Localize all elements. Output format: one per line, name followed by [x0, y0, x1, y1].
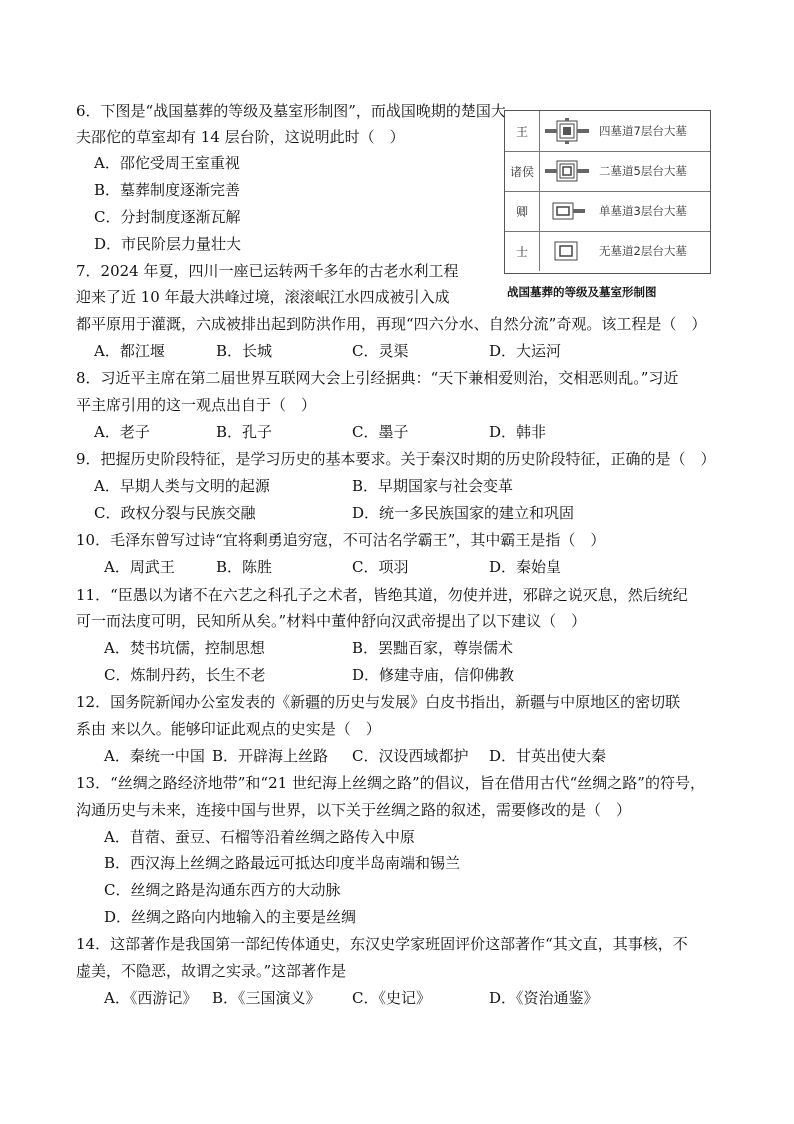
q8-stem-line1: 8．习近平主席在第二届世界互联网大会上引经据典：“天下兼相爱则治，交相恶则乱。”习近 [76, 369, 679, 387]
q11-option-b: B．罢黜百家，尊崇儒术 [352, 639, 514, 657]
q11-option-a: A．焚书坑儒，控制思想 [104, 639, 265, 657]
q10-option-a: A．周武王 [104, 558, 175, 576]
q7-stem-line3: 都平原用于灌溉，六成被排出起到防洪作用，再现“四六分水、自然分流”奇观。该工程是（ ） [76, 315, 707, 333]
q9-stem-line1: 9．把握历史阶段特征，是学习历史的基本要求。关于秦汉时期的历史阶段特征，正确的是（ ） [76, 450, 716, 468]
q8-option-b: B．孔子 [216, 423, 273, 441]
q11-option-c: C．炼制丹药，长生不老 [104, 666, 266, 684]
q7-option-a: A．都江堰 [94, 342, 165, 360]
q10-option-b: B．陈胜 [216, 558, 273, 576]
q10-option-c: C．项羽 [352, 558, 409, 576]
q14-stem-line1: 14．这部著作是我国第一部纪传体通史，东汉史学家班固评价这部著作“其文直，其事核，不 [76, 935, 688, 953]
figure-row-feudal-lord [505, 151, 710, 192]
q14-option-c: C．《史记》 [352, 989, 431, 1007]
figure-row-scholar [505, 231, 710, 271]
q6-option-c: C．分封制度逐渐瓦解 [94, 208, 241, 226]
figure-rank-label: 王 [505, 111, 540, 151]
q9-option-d: D．统一多民族国家的建立和巩固 [352, 504, 575, 522]
q11-option-d: D．修建寺庙，信仰佛教 [352, 666, 515, 684]
q14-option-b: B．《三国演义》 [212, 989, 321, 1007]
tomb-hierarchy-figure [504, 110, 711, 274]
q13-option-b: B．西汉海上丝绸之路最远可抵达印度半岛南端和锡兰 [104, 854, 461, 872]
q13-option-d: D．丝绸之路向内地输入的主要是丝绸 [104, 908, 357, 926]
q9-option-b: B．早期国家与社会变革 [352, 477, 514, 495]
figure-row-description: 二墓道5层台大墓 [599, 164, 687, 178]
q12-option-a: A．秦统一中国 [104, 747, 205, 765]
q13-option-a: A．苜蓿、蚕豆、石榴等沿着丝绸之路传入中原 [104, 828, 415, 846]
q8-option-c: C．墨子 [352, 423, 409, 441]
q10-option-d: D．秦始皇 [489, 558, 562, 576]
figure-row-description: 无墓道2层台大墓 [599, 244, 687, 258]
tomb-plan-icon-1-ramp [545, 198, 589, 224]
q14-option-d: D．《资治通鉴》 [489, 989, 599, 1007]
q6-option-d: D．市民阶层力量壮大 [94, 235, 242, 253]
figure-row-minister [505, 191, 710, 232]
figure-rank-label: 诸侯 [505, 151, 540, 191]
q8-option-a: A．老子 [94, 423, 150, 441]
q12-stem-line1: 12．国务院新闻办公室发表的《新疆的历史与发展》白皮书指出，新疆与中原地区的密切联 [76, 693, 681, 711]
q7-option-b: B．长城 [216, 342, 273, 360]
figure-rank-label: 卿 [505, 191, 540, 231]
q6-stem-line1: 6．下图是“战国墓葬的等级及墓室形制图”，而战国晚期的楚国大 [76, 102, 506, 120]
q13-option-c: C．丝绸之路是沟通东西方的大动脉 [104, 881, 341, 899]
q11-stem-line1: 11．“臣愚以为诸不在六艺之科孔子之术者，皆绝其道，勿使并进，邪辟之说灭息，然后统纪 [76, 586, 688, 604]
tomb-plan-icon-4-ramps [545, 118, 589, 144]
q9-option-c: C．政权分裂与民族交融 [94, 504, 256, 522]
figure-caption: 战国墓葬的等级及墓室形制图 [507, 285, 657, 299]
tomb-plan-icon-2-ramps [545, 158, 589, 184]
q7-stem-line1: 7．2024 年夏，四川一座已运转两千多年的古老水利工程 [76, 262, 459, 280]
q12-option-c: C．汉设西域都护 [352, 747, 469, 765]
q6-stem-line2: 夫邵佗的草室却有 14 层台阶，这说明此时（ ） [76, 128, 405, 146]
q6-option-b: B．墓葬制度逐渐完善 [94, 181, 241, 199]
q10-stem-line1: 10．毛泽东曾写过诗“宜将剩勇追穷寇，不可沽名学霸王”，其中霸王是指（ ） [76, 531, 606, 549]
q11-stem-line2: 可一而法度可明，民知所从矣。”材料中董仲舒向汉武帝提出了以下建议（ ） [76, 612, 587, 630]
q13-stem-line1: 13．“丝绸之路经济地带”和“21 世纪海上丝绸之路”的倡议，旨在借用古代“丝绸之路”的符号， [76, 774, 705, 792]
q8-stem-line2: 平主席引用的这一观点出自于（ ） [76, 396, 317, 414]
q9-option-a: A．早期人类与文明的起源 [94, 477, 270, 495]
q8-option-d: D．韩非 [489, 423, 547, 441]
q14-stem-line2: 虚美，不隐恶，故谓之实录。”这部著作是 [76, 962, 347, 980]
q7-option-d: D．大运河 [489, 342, 562, 360]
q7-option-c: C．灵渠 [352, 342, 409, 360]
figure-row-king [505, 111, 710, 152]
q12-option-d: D．甘英出使大秦 [489, 747, 607, 765]
figure-row-description: 单墓道3层台大墓 [599, 204, 687, 218]
q14-option-a: A．《西游记》 [104, 989, 198, 1007]
q13-stem-line2: 沟通历史与未来，连接中国与世界，以下关于丝绸之路的叙述，需要修改的是（ ） [76, 801, 632, 819]
tomb-plan-icon-no-ramp [545, 238, 589, 264]
figure-rank-label: 士 [505, 231, 540, 271]
q12-stem-line2: 系由 来以久。能够印证此观点的史实是（ ） [76, 720, 381, 738]
q7-stem-line2: 迎来了近 10 年最大洪峰过境，滚滚岷江水四成被引入成 [76, 288, 450, 306]
figure-row-description: 四墓道7层台大墓 [599, 124, 687, 138]
q12-option-b: B．开辟海上丝路 [212, 747, 329, 765]
q6-option-a: A．邵佗受周王室重视 [94, 154, 240, 172]
